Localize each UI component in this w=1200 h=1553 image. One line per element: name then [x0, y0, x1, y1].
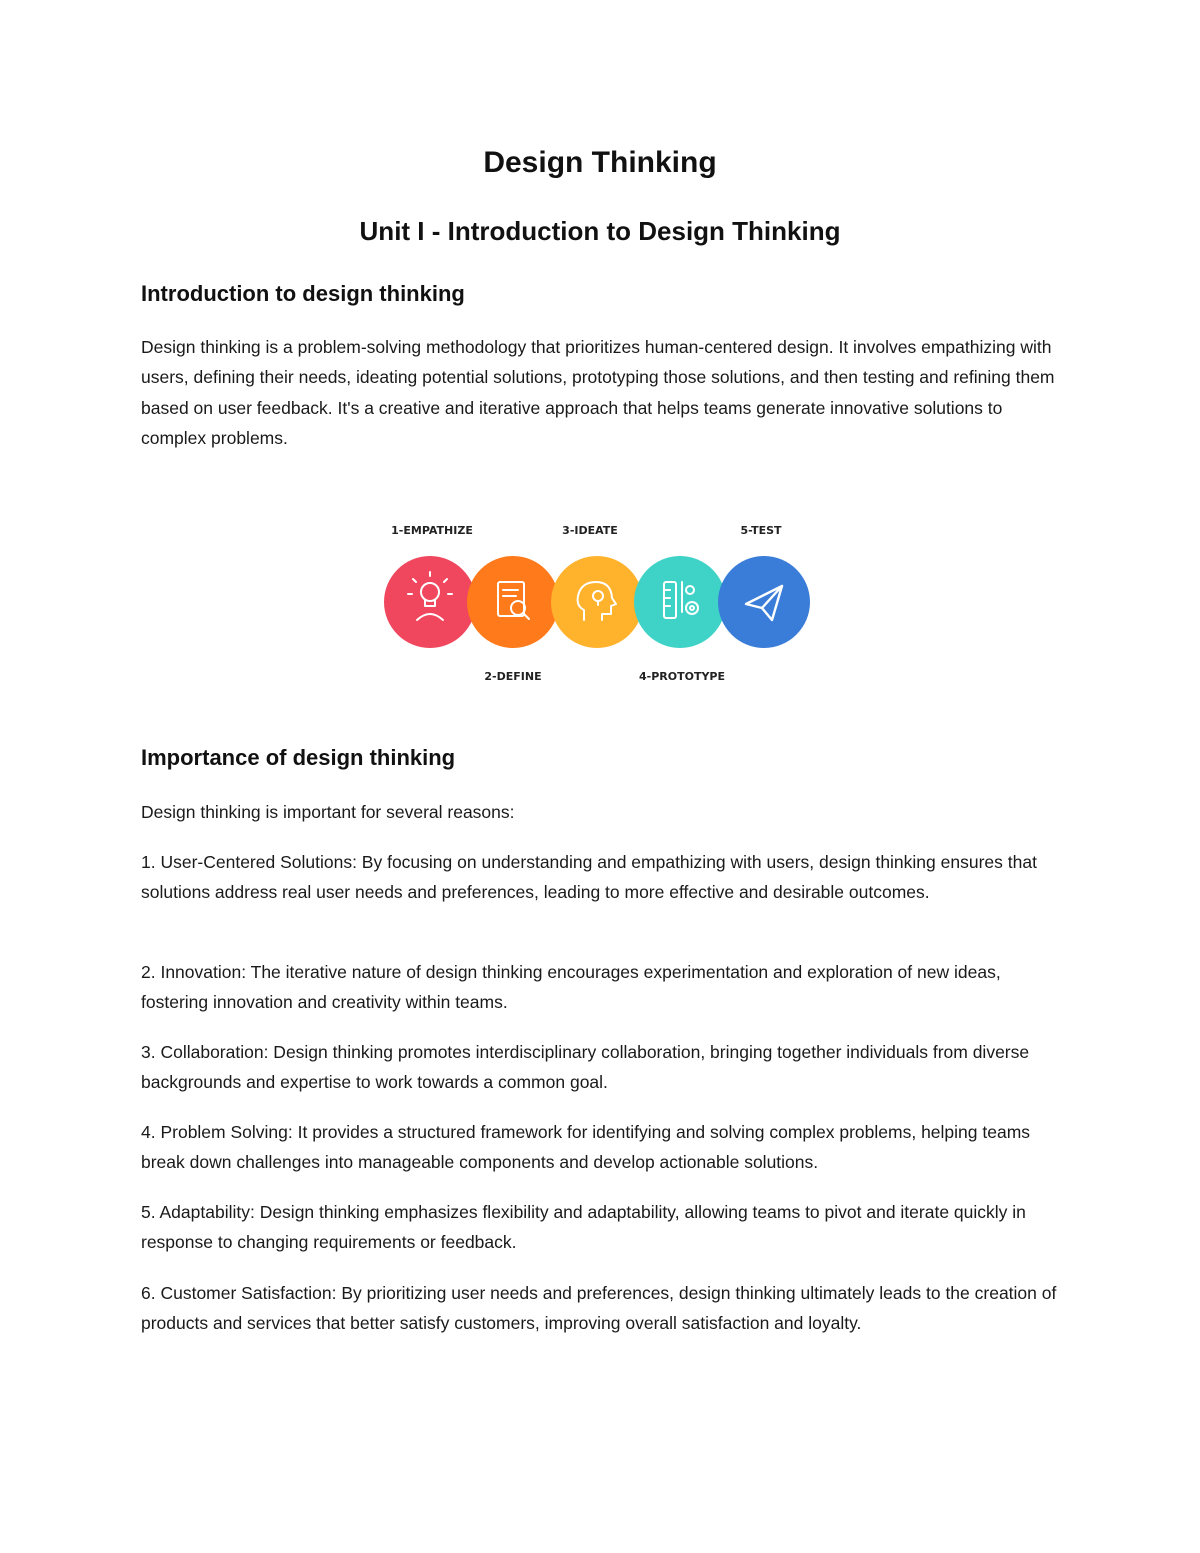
step-label-test: 5-TEST	[740, 524, 782, 537]
importance-intro: Design thinking is important for several reasons:	[141, 802, 515, 822]
step-circle-test	[718, 556, 810, 648]
importance-item-customer-satisfaction: 6. Customer Satisfaction: By prioritizing user needs and preferences, design thinking ultimately leads to the creation of products and services that better satisfy customers, improving overall satisfaction and loyalty.	[141, 1283, 1057, 1334]
section-heading-introduction: Introduction to design thinking	[141, 281, 465, 306]
step-label-ideate: 3-IDEATE	[562, 524, 618, 537]
unit-title: Unit I - Introduction to Design Thinking	[359, 216, 841, 246]
importance-item-user-centered: 1. User-Centered Solutions: By focusing on understanding and empathizing with users, design thinking ensures that solutions address real user needs and preferences, leading to more effective and desirable outcomes.	[141, 852, 1037, 903]
importance-item-innovation: 2. Innovation: The iterative nature of design thinking encourages experimentation and exploration of new ideas, fostering innovation and creativity within teams.	[141, 962, 1001, 1013]
section-heading-importance: Importance of design thinking	[141, 745, 456, 770]
importance-item-adaptability: 5. Adaptability: Design thinking emphasizes flexibility and adaptability, allowing teams to pivot and iterate quickly in response to changing requirements or feedback.	[141, 1202, 1026, 1253]
step-label-prototype: 4-PROTOTYPE	[638, 670, 726, 683]
importance-item-collaboration: 3. Collaboration: Design thinking promotes interdisciplinary collaboration, bringing together individuals from diverse backgrounds and expertise to work towards a common goal.	[141, 1042, 1030, 1093]
step-circle-prototype	[634, 556, 726, 648]
design-thinking-process-diagram	[370, 512, 830, 692]
importance-item-problem-solving: 4. Problem Solving: It provides a structured framework for identifying and solving complex problems, helping teams break down challenges into manageable components and develop actionable solutions.	[141, 1122, 1031, 1173]
step-label-empathize: 1-EMPATHIZE	[391, 524, 473, 537]
introduction-paragraph: Design thinking is a problem-solving methodology that prioritizes human-centered design. It involves empathizing with users, defining their needs, ideating potential solutions, prototyping those solutions, and then testing and refining them based on user feedback. It's a creative and iterative approach that helps teams generate innovative solutions to complex problems.	[141, 337, 1055, 448]
document-title: Design Thinking	[483, 146, 717, 179]
step-label-define: 2-DEFINE	[484, 670, 542, 683]
